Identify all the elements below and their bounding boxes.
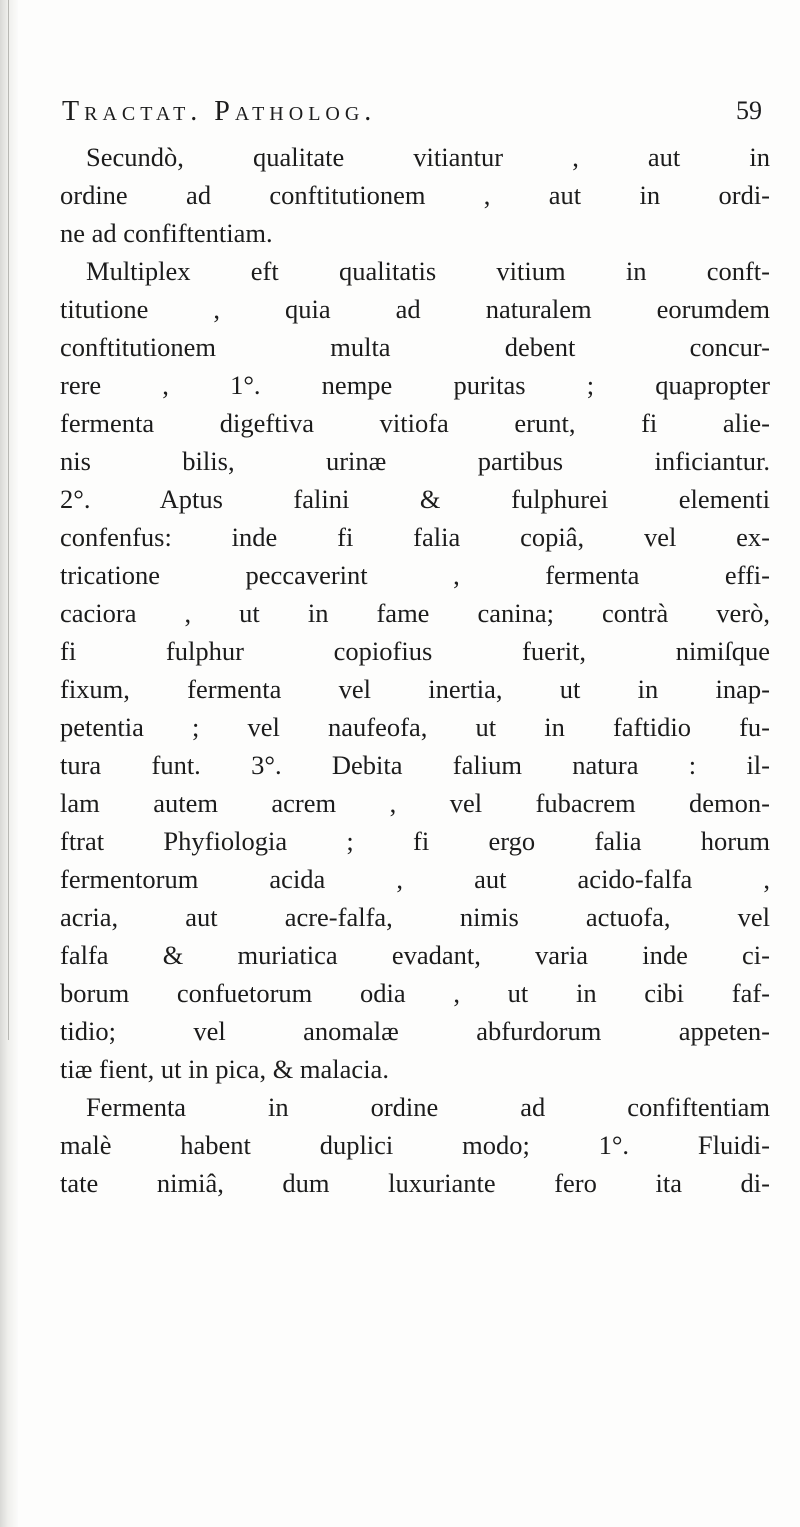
- text-line: acria, aut acre-falfa, nimis actuofa, vel: [60, 902, 770, 932]
- text-line: lam autem acrem , vel fubacrem demon-: [60, 788, 770, 818]
- text-line: ftrat Phyfiologia ; fi ergo falia horum: [60, 826, 770, 856]
- text-line: Secundò, qualitate vitiantur , aut in: [86, 142, 770, 172]
- gutter-edge-line: [8, 0, 9, 1040]
- text-line: tate nimiâ, dum luxuriante fero ita di-: [60, 1168, 770, 1198]
- text-line: fixum, fermenta vel inertia, ut in inap-: [60, 674, 770, 704]
- text-line: Multiplex eft qualitatis vitium in conft-: [86, 256, 770, 286]
- text-line: petentia ; vel naufeofa, ut in faftidio fu-: [60, 712, 770, 742]
- running-title: Tractat. Patholog.: [62, 96, 377, 127]
- text-line: borum confuetorum odia , ut in cibi faf-: [60, 978, 770, 1008]
- text-line: tidio; vel anomalæ abfurdorum appeten-: [60, 1016, 770, 1046]
- text-line: ordine ad conftitutionem , aut in ordi-: [60, 180, 770, 210]
- page-gutter: [0, 0, 18, 1527]
- text-line: nis bilis, urinæ partibus inficiantur.: [60, 446, 770, 476]
- text-line: tura funt. 3°. Debita falium natura : il-: [60, 750, 770, 780]
- text-line: fi fulphur copiofius fuerit, nimiſque: [60, 636, 770, 666]
- body-text: [60, 138, 770, 1202]
- running-header: [62, 96, 762, 134]
- text-line: falfa & muriatica evadant, varia inde ci-: [60, 940, 770, 970]
- text-line: rere , 1°. nempe puritas ; quapropter: [60, 370, 770, 400]
- text-line: ne ad confiftentiam.: [60, 218, 273, 248]
- text-line: 2°. Aptus falini & fulphurei elementi: [60, 484, 770, 514]
- text-line: tiæ fient, ut in pica, & malacia.: [60, 1054, 389, 1084]
- text-line: fermenta digeftiva vitiofa erunt, fi alie-: [60, 408, 770, 438]
- text-line: confenfus: inde fi falia copiâ, vel ex-: [60, 522, 770, 552]
- text-line: titutione , quia ad naturalem eorumdem: [60, 294, 770, 324]
- text-line: caciora , ut in fame canina; contrà verò,: [60, 598, 770, 628]
- text-line: tricatione peccaverint , fermenta effi-: [60, 560, 770, 590]
- text-line: malè habent duplici modo; 1°. Fluidi-: [60, 1130, 770, 1160]
- text-line: Fermenta in ordine ad confiftentiam: [86, 1092, 770, 1122]
- text-line: fermentorum acida , aut acido-falfa ,: [60, 864, 770, 894]
- page-number: 59: [736, 96, 762, 125]
- text-line: conftitutionem multa debent concur-: [60, 332, 770, 362]
